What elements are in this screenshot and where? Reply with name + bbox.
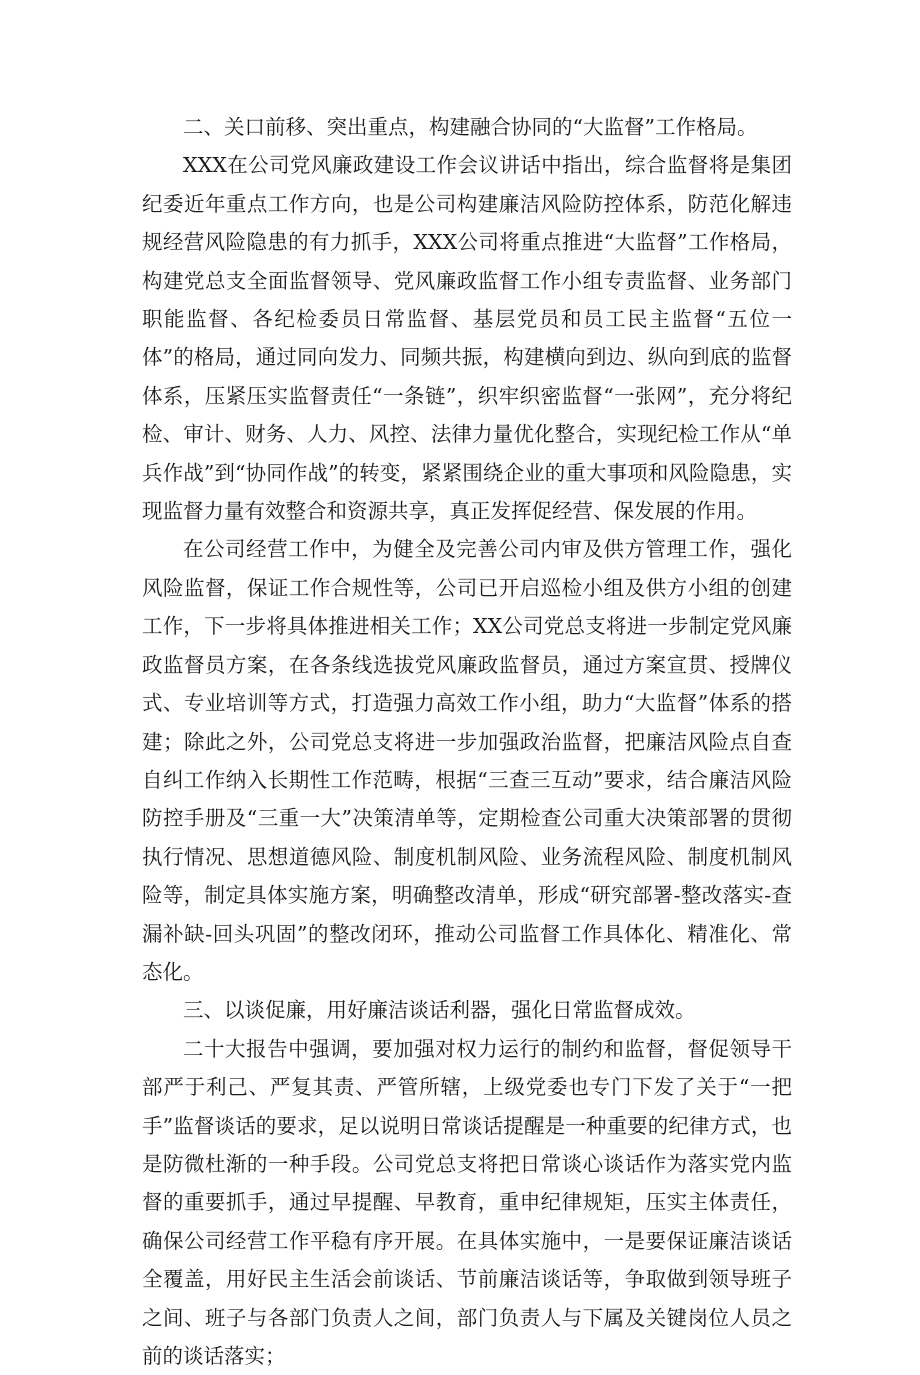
section-heading-three: 三、以谈促廉，用好廉洁谈话利器，强化日常监督成效。 xyxy=(183,998,696,1023)
paragraph: 二十大报告中强调，要加强对权力运行的制约和监督，督促领导干部严于利己、严复其责、严管所辖，上级党委也专门下发了关于“一把手”监督谈话的要求，足以说明日常谈话提醒是一种重要的纪律方式，也是防微杜渐的一种手段。公司党总支将把日常谈心谈话作为落实党内监督的重要抓手，通过早提醒、早教育，重申纪律规矩，压实主体责任，确保公司经营工作平稳有序开展。在具体实施中，一是要保证廉洁谈话全覆盖，用好民主生活会前谈话、节前廉洁谈话等，争取做到领导班子之间、班子与各部门负责人之间，部门负责人与下属及关键岗位人员之前的谈话落实； xyxy=(142,1036,792,1368)
paragraph: XXX在公司党风廉政建设工作会议讲话中指出，综合监督将是集团纪委近年重点工作方向，也是公司构建廉洁风险防控体系，防范化解违规经营风险隐患的有力抓手，XXX公司将重点推进“大监督”工作格局，构建党总支全面监督领导、党风廉政监督工作小组专责监督、业务部门职能监督、各纪检委员日常监督、基层党员和员工民主监督“五位一体”的格局，通过同向发力、同频共振，构建横向到边、纵向到底的监督体系，压紧压实监督责任“一条链”，织牢织密监督“一张网”，充分将纪检、审计、财务、人力、风控、法律力量优化整合，实现纪检工作从“单兵作战”到“协同作战”的转变，紧紧围绕企业的重大事项和风险隐患，实现监督力量有效整合和资源共享，真正发挥促经营、保发展的作用。 xyxy=(142,153,792,524)
document-body xyxy=(142,108,792,1375)
section-heading-two: 二、关口前移、突出重点，构建融合协同的“大监督”工作格局。 xyxy=(183,115,758,139)
paragraph: 在公司经营工作中，为健全及完善公司内审及供方管理工作，强化风险监督，保证工作合规性等，公司已开启巡检小组及供方小组的创建工作，下一步将具体推进相关工作；XX公司党总支将进一步制定党风廉政监督员方案，在各条线选拔党风廉政监督员，通过方案宣贯、授牌仪式、专业培训等方式，打造强力高效工作小组，助力“大监督”体系的搭建；除此之外，公司党总支将进一步加强政治监督，把廉洁风险点自查自纠工作纳入长期性工作范畴，根据“三查三互动”要求，结合廉洁风险防控手册及“三重一大”决策清单等，定期检查公司重大决策部署的贯彻执行情况、思想道德风险、制度机制风险、业务流程风险、制度机制风险等，制定具体实施方案，明确整改清单，形成“研究部署-整改落实-查漏补缺-回头巩固”的整改闭环，推动公司监督工作具体化、精准化、常态化。 xyxy=(142,537,792,984)
